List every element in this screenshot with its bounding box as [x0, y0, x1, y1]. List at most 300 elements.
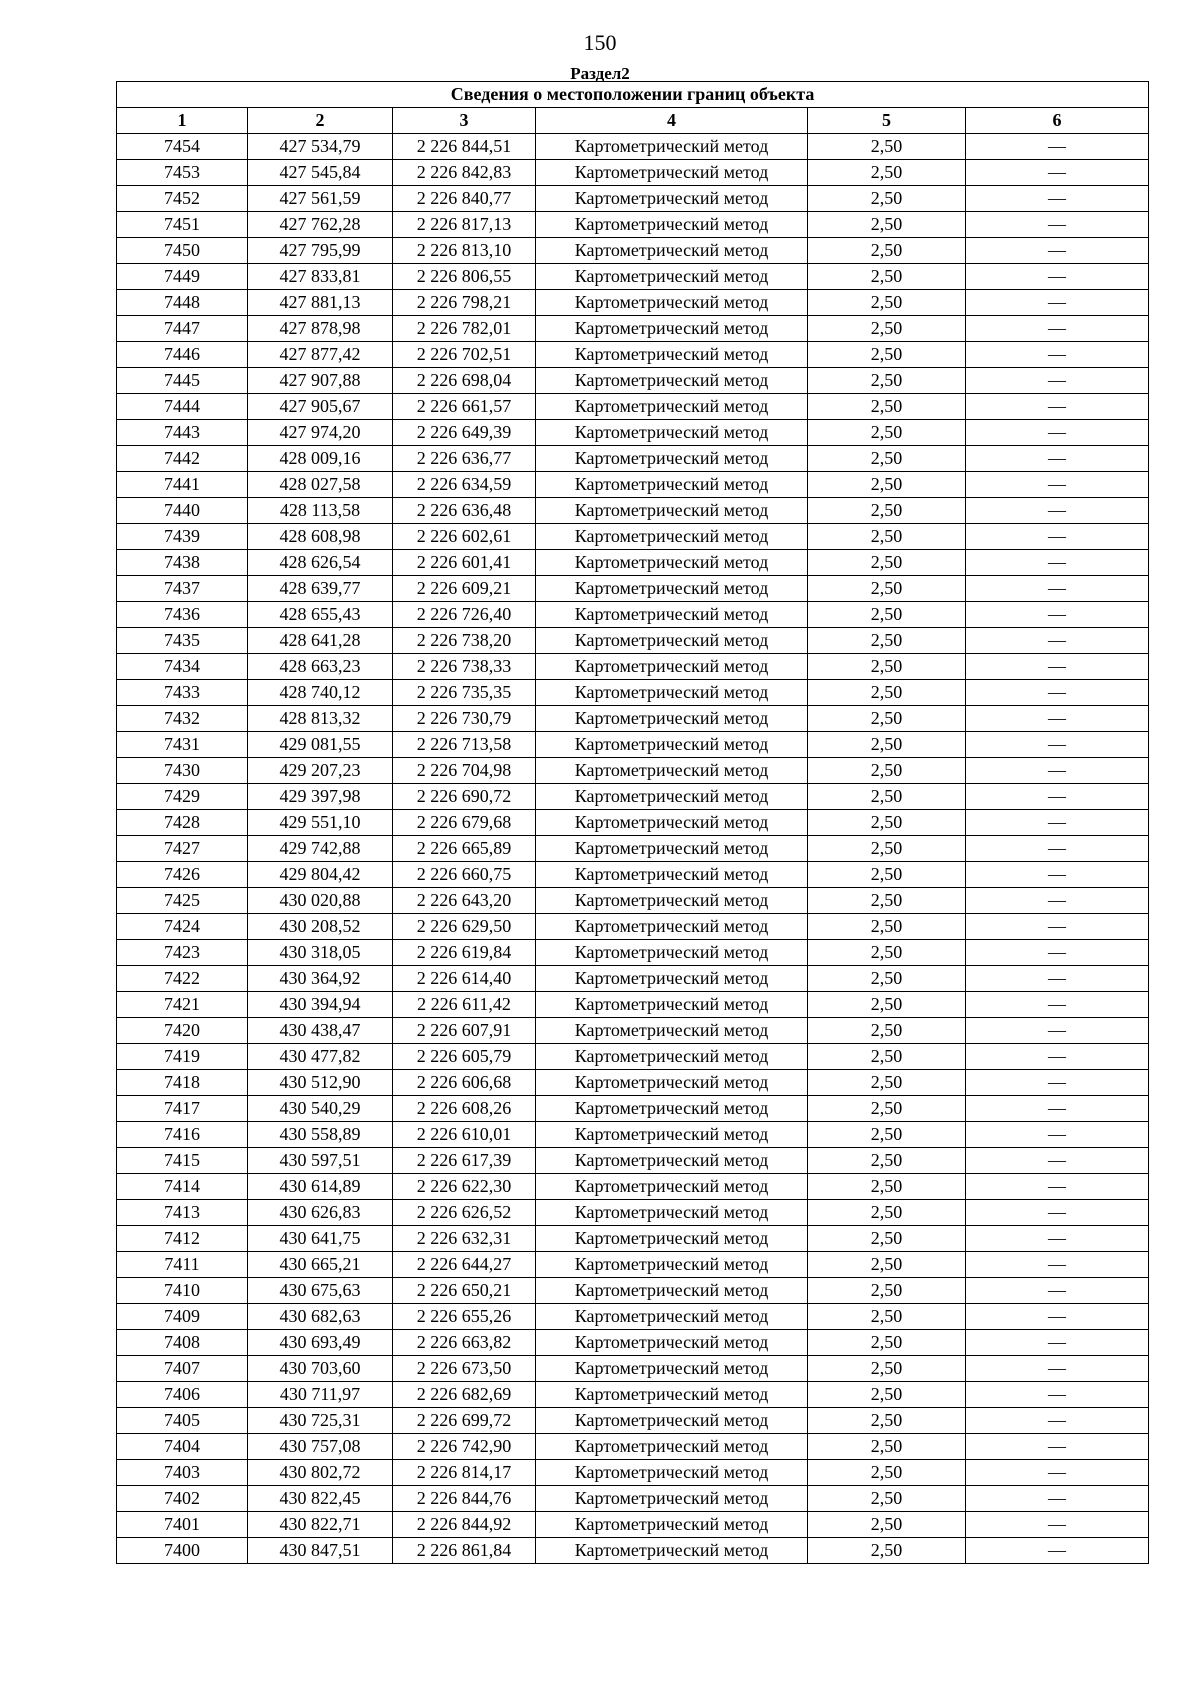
x-coordinate-cell: 427 762,28 [248, 212, 393, 238]
y-coordinate-cell: 2 226 649,39 [393, 420, 536, 446]
page-number: 150 [583, 30, 617, 55]
x-coordinate-cell: 427 877,42 [248, 342, 393, 368]
table-row [117, 1330, 1149, 1356]
x-coordinate-cell: 428 639,77 [248, 576, 393, 602]
y-coordinate-cell: 2 226 636,48 [393, 498, 536, 524]
point-number-cell: 7441 [117, 472, 248, 498]
point-number-cell: 7401 [117, 1512, 248, 1538]
y-coordinate-cell: 2 226 660,75 [393, 862, 536, 888]
y-coordinate-cell: 2 226 673,50 [393, 1356, 536, 1382]
x-coordinate-cell: 427 905,67 [248, 394, 393, 420]
column-number: 4 [536, 108, 808, 134]
accuracy-cell: 2,50 [808, 1070, 966, 1096]
method-cell: Картометрический метод [536, 342, 808, 368]
accuracy-cell: 2,50 [808, 836, 966, 862]
table-row [117, 1148, 1149, 1174]
point-number-cell: 7443 [117, 420, 248, 446]
point-number-cell: 7412 [117, 1226, 248, 1252]
description-cell: — [966, 576, 1149, 602]
point-number-cell: 7405 [117, 1408, 248, 1434]
column-number: 6 [966, 108, 1149, 134]
point-number-cell: 7453 [117, 160, 248, 186]
y-coordinate-cell: 2 226 629,50 [393, 914, 536, 940]
y-coordinate-cell: 2 226 742,90 [393, 1434, 536, 1460]
method-cell: Картометрический метод [536, 186, 808, 212]
accuracy-cell: 2,50 [808, 316, 966, 342]
accuracy-cell: 2,50 [808, 446, 966, 472]
accuracy-cell: 2,50 [808, 1096, 966, 1122]
x-coordinate-cell: 430 540,29 [248, 1096, 393, 1122]
x-coordinate-cell: 427 561,59 [248, 186, 393, 212]
y-coordinate-cell: 2 226 619,84 [393, 940, 536, 966]
accuracy-cell: 2,50 [808, 1356, 966, 1382]
description-cell: — [966, 862, 1149, 888]
table-row [117, 1174, 1149, 1200]
method-cell: Картометрический метод [536, 732, 808, 758]
description-cell: — [966, 1122, 1149, 1148]
table-row [117, 1460, 1149, 1486]
x-coordinate-cell: 430 208,52 [248, 914, 393, 940]
y-coordinate-cell: 2 226 738,33 [393, 654, 536, 680]
accuracy-cell: 2,50 [808, 1512, 966, 1538]
method-cell: Картометрический метод [536, 1252, 808, 1278]
point-number-cell: 7410 [117, 1278, 248, 1304]
point-number-cell: 7454 [117, 134, 248, 160]
table-row [117, 914, 1149, 940]
y-coordinate-cell: 2 226 840,77 [393, 186, 536, 212]
table-caption: Сведения о местоположении границ объекта [117, 82, 1149, 108]
method-cell: Картометрический метод [536, 368, 808, 394]
y-coordinate-cell: 2 226 699,72 [393, 1408, 536, 1434]
y-coordinate-cell: 2 226 842,83 [393, 160, 536, 186]
y-coordinate-cell: 2 226 665,89 [393, 836, 536, 862]
x-coordinate-cell: 429 081,55 [248, 732, 393, 758]
y-coordinate-cell: 2 226 650,21 [393, 1278, 536, 1304]
table-row [117, 1304, 1149, 1330]
table-row [117, 940, 1149, 966]
x-coordinate-cell: 430 020,88 [248, 888, 393, 914]
point-number-cell: 7408 [117, 1330, 248, 1356]
x-coordinate-cell: 430 364,92 [248, 966, 393, 992]
x-coordinate-cell: 427 795,99 [248, 238, 393, 264]
method-cell: Картометрический метод [536, 1538, 808, 1564]
point-number-cell: 7427 [117, 836, 248, 862]
x-coordinate-cell: 428 027,58 [248, 472, 393, 498]
x-coordinate-cell: 430 822,71 [248, 1512, 393, 1538]
description-cell: — [966, 680, 1149, 706]
table-row [117, 264, 1149, 290]
description-cell: — [966, 1356, 1149, 1382]
point-number-cell: 7424 [117, 914, 248, 940]
accuracy-cell: 2,50 [808, 238, 966, 264]
description-cell: — [966, 1226, 1149, 1252]
y-coordinate-cell: 2 226 608,26 [393, 1096, 536, 1122]
accuracy-cell: 2,50 [808, 810, 966, 836]
y-coordinate-cell: 2 226 622,30 [393, 1174, 536, 1200]
table-row [117, 1252, 1149, 1278]
method-cell: Картометрический метод [536, 914, 808, 940]
table-row [117, 1044, 1149, 1070]
y-coordinate-cell: 2 226 602,61 [393, 524, 536, 550]
point-number-cell: 7435 [117, 628, 248, 654]
accuracy-cell: 2,50 [808, 1252, 966, 1278]
accuracy-cell: 2,50 [808, 732, 966, 758]
point-number-cell: 7426 [117, 862, 248, 888]
method-cell: Картометрический метод [536, 1122, 808, 1148]
method-cell: Картометрический метод [536, 238, 808, 264]
description-cell: — [966, 1538, 1149, 1564]
description-cell: — [966, 1148, 1149, 1174]
table-row [117, 992, 1149, 1018]
point-number-cell: 7452 [117, 186, 248, 212]
x-coordinate-cell: 430 847,51 [248, 1538, 393, 1564]
method-cell: Картометрический метод [536, 784, 808, 810]
y-coordinate-cell: 2 226 813,10 [393, 238, 536, 264]
x-coordinate-cell: 427 545,84 [248, 160, 393, 186]
y-coordinate-cell: 2 226 817,13 [393, 212, 536, 238]
table-row [117, 316, 1149, 342]
description-cell: — [966, 784, 1149, 810]
description-cell: — [966, 1278, 1149, 1304]
description-cell: — [966, 524, 1149, 550]
description-cell: — [966, 1018, 1149, 1044]
method-cell: Картометрический метод [536, 940, 808, 966]
method-cell: Картометрический метод [536, 888, 808, 914]
y-coordinate-cell: 2 226 661,57 [393, 394, 536, 420]
description-cell: — [966, 888, 1149, 914]
method-cell: Картометрический метод [536, 758, 808, 784]
point-number-cell: 7450 [117, 238, 248, 264]
description-cell: — [966, 550, 1149, 576]
y-coordinate-cell: 2 226 704,98 [393, 758, 536, 784]
accuracy-cell: 2,50 [808, 602, 966, 628]
description-cell: — [966, 472, 1149, 498]
table-row [117, 810, 1149, 836]
point-number-cell: 7449 [117, 264, 248, 290]
accuracy-cell: 2,50 [808, 498, 966, 524]
y-coordinate-cell: 2 226 782,01 [393, 316, 536, 342]
method-cell: Картометрический метод [536, 212, 808, 238]
method-cell: Картометрический метод [536, 1434, 808, 1460]
table-row [117, 394, 1149, 420]
x-coordinate-cell: 430 614,89 [248, 1174, 393, 1200]
point-number-cell: 7403 [117, 1460, 248, 1486]
method-cell: Картометрический метод [536, 654, 808, 680]
x-coordinate-cell: 429 804,42 [248, 862, 393, 888]
accuracy-cell: 2,50 [808, 134, 966, 160]
method-cell: Картометрический метод [536, 420, 808, 446]
description-cell: — [966, 446, 1149, 472]
description-cell: — [966, 810, 1149, 836]
table-row [117, 576, 1149, 602]
x-coordinate-cell: 427 974,20 [248, 420, 393, 446]
accuracy-cell: 2,50 [808, 1148, 966, 1174]
method-cell: Картометрический метод [536, 1278, 808, 1304]
accuracy-cell: 2,50 [808, 1486, 966, 1512]
y-coordinate-cell: 2 226 607,91 [393, 1018, 536, 1044]
method-cell: Картометрический метод [536, 1356, 808, 1382]
table-row [117, 888, 1149, 914]
description-cell: — [966, 706, 1149, 732]
x-coordinate-cell: 430 438,47 [248, 1018, 393, 1044]
method-cell: Картометрический метод [536, 1408, 808, 1434]
y-coordinate-cell: 2 226 636,77 [393, 446, 536, 472]
y-coordinate-cell: 2 226 614,40 [393, 966, 536, 992]
x-coordinate-cell: 430 725,31 [248, 1408, 393, 1434]
table-row [117, 732, 1149, 758]
accuracy-cell: 2,50 [808, 1382, 966, 1408]
table-row [117, 1434, 1149, 1460]
method-cell: Картометрический метод [536, 1174, 808, 1200]
description-cell: — [966, 1486, 1149, 1512]
y-coordinate-cell: 2 226 611,42 [393, 992, 536, 1018]
x-coordinate-cell: 428 655,43 [248, 602, 393, 628]
description-cell: — [966, 1512, 1149, 1538]
method-cell: Картометрический метод [536, 394, 808, 420]
x-coordinate-cell: 430 802,72 [248, 1460, 393, 1486]
description-cell: — [966, 628, 1149, 654]
table-row [117, 1096, 1149, 1122]
point-number-cell: 7446 [117, 342, 248, 368]
x-coordinate-cell: 429 207,23 [248, 758, 393, 784]
description-cell: — [966, 498, 1149, 524]
table-row [117, 342, 1149, 368]
point-number-cell: 7421 [117, 992, 248, 1018]
point-number-cell: 7407 [117, 1356, 248, 1382]
x-coordinate-cell: 430 558,89 [248, 1122, 393, 1148]
accuracy-cell: 2,50 [808, 290, 966, 316]
y-coordinate-cell: 2 226 663,82 [393, 1330, 536, 1356]
table-row [117, 654, 1149, 680]
accuracy-cell: 2,50 [808, 186, 966, 212]
table-row [117, 1538, 1149, 1564]
x-coordinate-cell: 427 878,98 [248, 316, 393, 342]
description-cell: — [966, 186, 1149, 212]
description-cell: — [966, 1200, 1149, 1226]
x-coordinate-cell: 430 822,45 [248, 1486, 393, 1512]
column-number: 3 [393, 108, 536, 134]
section-title: Раздел2 [570, 64, 630, 83]
table-row [117, 758, 1149, 784]
table-row [117, 1512, 1149, 1538]
y-coordinate-cell: 2 226 634,59 [393, 472, 536, 498]
x-coordinate-cell: 430 711,97 [248, 1382, 393, 1408]
point-number-cell: 7418 [117, 1070, 248, 1096]
method-cell: Картометрический метод [536, 1096, 808, 1122]
x-coordinate-cell: 430 682,63 [248, 1304, 393, 1330]
method-cell: Картометрический метод [536, 966, 808, 992]
method-cell: Картометрический метод [536, 680, 808, 706]
point-number-cell: 7434 [117, 654, 248, 680]
point-number-cell: 7404 [117, 1434, 248, 1460]
x-coordinate-cell: 428 626,54 [248, 550, 393, 576]
column-number: 2 [248, 108, 393, 134]
x-coordinate-cell: 428 009,16 [248, 446, 393, 472]
description-cell: — [966, 1304, 1149, 1330]
method-cell: Картометрический метод [536, 1226, 808, 1252]
x-coordinate-cell: 429 551,10 [248, 810, 393, 836]
accuracy-cell: 2,50 [808, 550, 966, 576]
table-row [117, 160, 1149, 186]
accuracy-cell: 2,50 [808, 940, 966, 966]
description-cell: — [966, 966, 1149, 992]
table-row [117, 1408, 1149, 1434]
table-row [117, 1122, 1149, 1148]
x-coordinate-cell: 430 597,51 [248, 1148, 393, 1174]
y-coordinate-cell: 2 226 610,01 [393, 1122, 536, 1148]
y-coordinate-cell: 2 226 679,68 [393, 810, 536, 836]
method-cell: Картометрический метод [536, 1512, 808, 1538]
y-coordinate-cell: 2 226 844,51 [393, 134, 536, 160]
table-row [117, 862, 1149, 888]
method-cell: Картометрический метод [536, 1304, 808, 1330]
point-number-cell: 7445 [117, 368, 248, 394]
table-row [117, 368, 1149, 394]
accuracy-cell: 2,50 [808, 784, 966, 810]
method-cell: Картометрический метод [536, 316, 808, 342]
table-row [117, 784, 1149, 810]
point-number-cell: 7439 [117, 524, 248, 550]
accuracy-cell: 2,50 [808, 1044, 966, 1070]
point-number-cell: 7429 [117, 784, 248, 810]
y-coordinate-cell: 2 226 682,69 [393, 1382, 536, 1408]
table-row [117, 498, 1149, 524]
accuracy-cell: 2,50 [808, 472, 966, 498]
description-cell: — [966, 1070, 1149, 1096]
x-coordinate-cell: 427 881,13 [248, 290, 393, 316]
table-row [117, 1070, 1149, 1096]
point-number-cell: 7440 [117, 498, 248, 524]
y-coordinate-cell: 2 226 713,58 [393, 732, 536, 758]
point-number-cell: 7431 [117, 732, 248, 758]
point-number-cell: 7414 [117, 1174, 248, 1200]
method-cell: Картометрический метод [536, 862, 808, 888]
accuracy-cell: 2,50 [808, 576, 966, 602]
point-number-cell: 7409 [117, 1304, 248, 1330]
point-number-cell: 7432 [117, 706, 248, 732]
method-cell: Картометрический метод [536, 992, 808, 1018]
point-number-cell: 7438 [117, 550, 248, 576]
y-coordinate-cell: 2 226 617,39 [393, 1148, 536, 1174]
y-coordinate-cell: 2 226 735,35 [393, 680, 536, 706]
accuracy-cell: 2,50 [808, 368, 966, 394]
point-number-cell: 7425 [117, 888, 248, 914]
point-number-cell: 7447 [117, 316, 248, 342]
x-coordinate-cell: 430 477,82 [248, 1044, 393, 1070]
x-coordinate-cell: 430 693,49 [248, 1330, 393, 1356]
x-coordinate-cell: 428 608,98 [248, 524, 393, 550]
x-coordinate-cell: 430 512,90 [248, 1070, 393, 1096]
method-cell: Картометрический метод [536, 134, 808, 160]
accuracy-cell: 2,50 [808, 966, 966, 992]
method-cell: Картометрический метод [536, 810, 808, 836]
x-coordinate-cell: 430 757,08 [248, 1434, 393, 1460]
method-cell: Картометрический метод [536, 160, 808, 186]
method-cell: Картометрический метод [536, 1200, 808, 1226]
method-cell: Картометрический метод [536, 446, 808, 472]
x-coordinate-cell: 428 663,23 [248, 654, 393, 680]
y-coordinate-cell: 2 226 644,27 [393, 1252, 536, 1278]
point-number-cell: 7422 [117, 966, 248, 992]
point-number-cell: 7416 [117, 1122, 248, 1148]
y-coordinate-cell: 2 226 702,51 [393, 342, 536, 368]
table-row [117, 212, 1149, 238]
x-coordinate-cell: 427 833,81 [248, 264, 393, 290]
y-coordinate-cell: 2 226 726,40 [393, 602, 536, 628]
method-cell: Картометрический метод [536, 290, 808, 316]
description-cell: — [966, 1044, 1149, 1070]
accuracy-cell: 2,50 [808, 264, 966, 290]
table-body [117, 134, 1149, 1564]
y-coordinate-cell: 2 226 844,92 [393, 1512, 536, 1538]
accuracy-cell: 2,50 [808, 1122, 966, 1148]
y-coordinate-cell: 2 226 643,20 [393, 888, 536, 914]
x-coordinate-cell: 430 675,63 [248, 1278, 393, 1304]
accuracy-cell: 2,50 [808, 1408, 966, 1434]
accuracy-cell: 2,50 [808, 1330, 966, 1356]
accuracy-cell: 2,50 [808, 1460, 966, 1486]
table-row [117, 186, 1149, 212]
description-cell: — [966, 602, 1149, 628]
point-number-cell: 7423 [117, 940, 248, 966]
description-cell: — [966, 1382, 1149, 1408]
y-coordinate-cell: 2 226 655,26 [393, 1304, 536, 1330]
y-coordinate-cell: 2 226 861,84 [393, 1538, 536, 1564]
accuracy-cell: 2,50 [808, 1018, 966, 1044]
x-coordinate-cell: 428 740,12 [248, 680, 393, 706]
column-number: 5 [808, 108, 966, 134]
description-cell: — [966, 420, 1149, 446]
accuracy-cell: 2,50 [808, 1434, 966, 1460]
table-row [117, 680, 1149, 706]
method-cell: Картометрический метод [536, 264, 808, 290]
x-coordinate-cell: 430 703,60 [248, 1356, 393, 1382]
description-cell: — [966, 914, 1149, 940]
description-cell: — [966, 1434, 1149, 1460]
point-number-cell: 7400 [117, 1538, 248, 1564]
point-number-cell: 7417 [117, 1096, 248, 1122]
table-row [117, 628, 1149, 654]
table-row [117, 836, 1149, 862]
description-cell: — [966, 342, 1149, 368]
point-number-cell: 7430 [117, 758, 248, 784]
x-coordinate-cell: 428 113,58 [248, 498, 393, 524]
y-coordinate-cell: 2 226 798,21 [393, 290, 536, 316]
accuracy-cell: 2,50 [808, 1278, 966, 1304]
x-coordinate-cell: 428 641,28 [248, 628, 393, 654]
point-number-cell: 7420 [117, 1018, 248, 1044]
table-row [117, 1278, 1149, 1304]
x-coordinate-cell: 430 626,83 [248, 1200, 393, 1226]
description-cell: — [966, 394, 1149, 420]
y-coordinate-cell: 2 226 605,79 [393, 1044, 536, 1070]
point-number-cell: 7413 [117, 1200, 248, 1226]
description-cell: — [966, 290, 1149, 316]
table-row [117, 1226, 1149, 1252]
method-cell: Картометрический метод [536, 524, 808, 550]
description-cell: — [966, 212, 1149, 238]
method-cell: Картометрический метод [536, 1460, 808, 1486]
method-cell: Картометрический метод [536, 1486, 808, 1512]
table-row [117, 1382, 1149, 1408]
table-row [117, 420, 1149, 446]
accuracy-cell: 2,50 [808, 420, 966, 446]
table-row [117, 134, 1149, 160]
table-row [117, 550, 1149, 576]
accuracy-cell: 2,50 [808, 342, 966, 368]
point-number-cell: 7444 [117, 394, 248, 420]
description-cell: — [966, 238, 1149, 264]
